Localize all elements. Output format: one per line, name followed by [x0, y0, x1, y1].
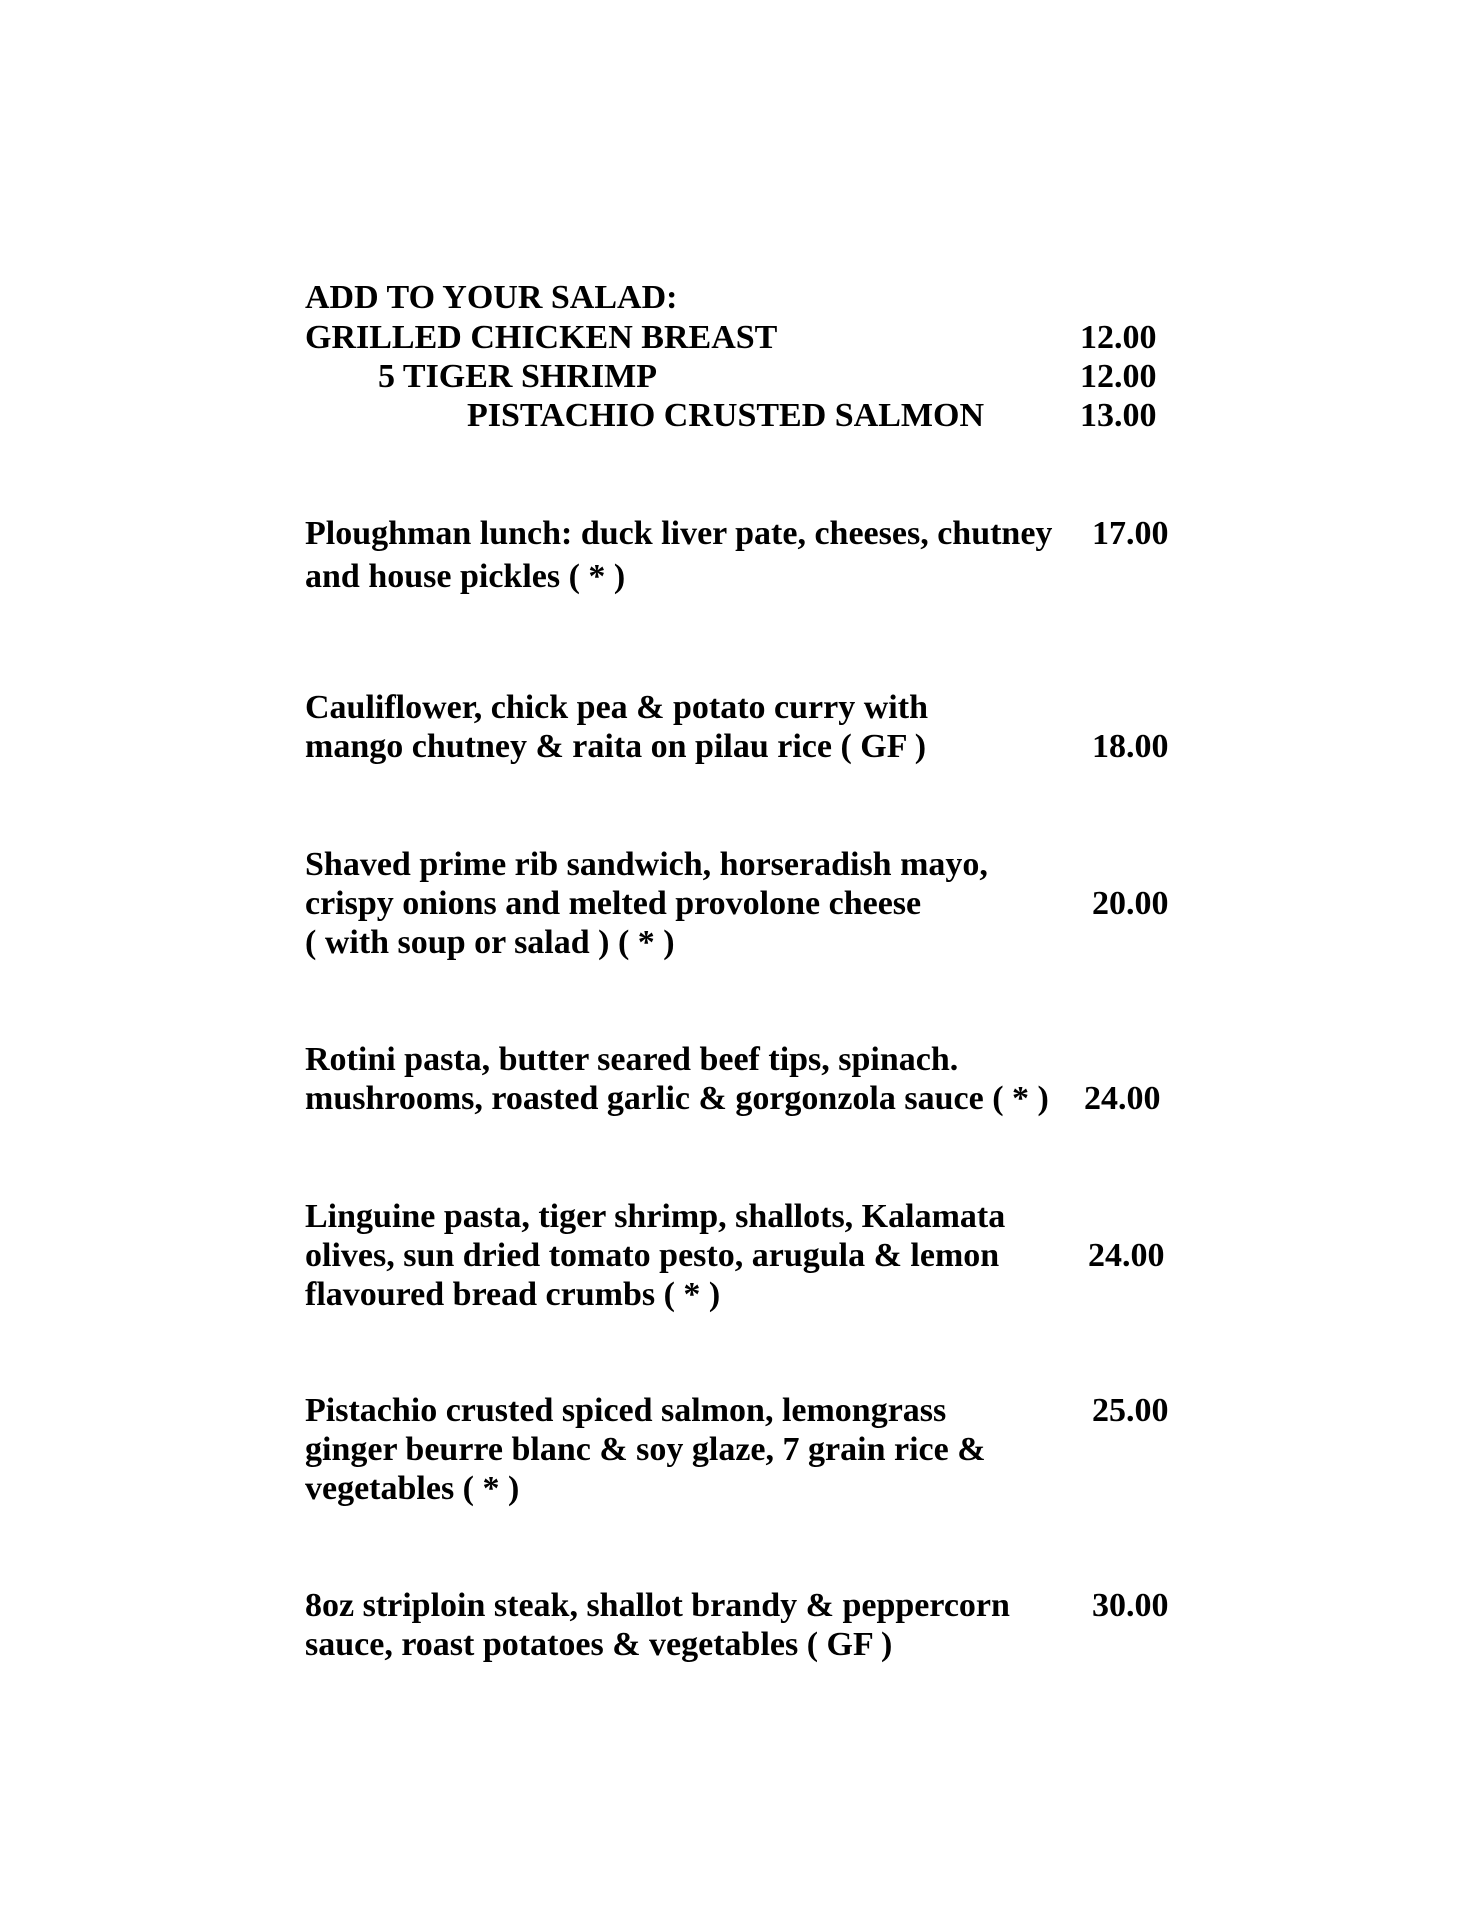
addon-price: 13.00 — [1080, 397, 1157, 434]
dish-description-line: Shaved prime rib sandwich, horseradish mayo, — [305, 846, 988, 883]
addons-heading: ADD TO YOUR SALAD: — [305, 279, 678, 316]
dish-price: 17.00 — [1092, 515, 1169, 552]
dish-price: 20.00 — [1092, 885, 1169, 922]
dish-description-line: and house pickles ( * ) — [305, 558, 626, 595]
dish-description-line: crispy onions and melted provolone cheese — [305, 885, 922, 922]
addon-price: 12.00 — [1080, 319, 1157, 356]
dish-description-line: Pistachio crusted spiced salmon, lemongrass — [305, 1392, 947, 1429]
dish-description-line: Rotini pasta, butter seared beef tips, spinach. — [305, 1041, 959, 1078]
dish-price: 30.00 — [1092, 1587, 1169, 1624]
dish-description-line: ginger beurre blanc & soy glaze, 7 grain rice & — [305, 1431, 986, 1468]
addon-name: 5 TIGER SHRIMP — [378, 358, 657, 395]
dish-description-line: Linguine pasta, tiger shrimp, shallots, Kalamata — [305, 1198, 1006, 1235]
dish-description-line: Cauliflower, chick pea & potato curry with — [305, 689, 928, 726]
dish-description-line: vegetables ( * ) — [305, 1470, 520, 1507]
dish-description-line: mango chutney & raita on pilau rice ( GF ) — [305, 728, 927, 765]
addon-name: GRILLED CHICKEN BREAST — [305, 319, 778, 356]
dish-price: 18.00 — [1092, 728, 1169, 765]
dish-description-line: 8oz striploin steak, shallot brandy & peppercorn — [305, 1587, 1010, 1624]
dish-description-line: ( with soup or salad ) ( * ) — [305, 924, 675, 961]
dish-price: 24.00 — [1088, 1237, 1165, 1274]
dish-description-line: flavoured bread crumbs ( * ) — [305, 1276, 721, 1313]
dish-description-line: sauce, roast potatoes & vegetables ( GF ) — [305, 1626, 893, 1663]
dish-description-line: mushrooms, roasted garlic & gorgonzola sauce ( * ) — [305, 1080, 1049, 1117]
addon-name: PISTACHIO CRUSTED SALMON — [467, 397, 985, 434]
dish-description-line: Ploughman lunch: duck liver pate, cheeses, chutney — [305, 515, 1053, 552]
dish-description-line: olives, sun dried tomato pesto, arugula & lemon — [305, 1237, 1000, 1274]
dish-price: 25.00 — [1092, 1392, 1169, 1429]
addon-price: 12.00 — [1080, 358, 1157, 395]
dish-price: 24.00 — [1084, 1080, 1161, 1117]
